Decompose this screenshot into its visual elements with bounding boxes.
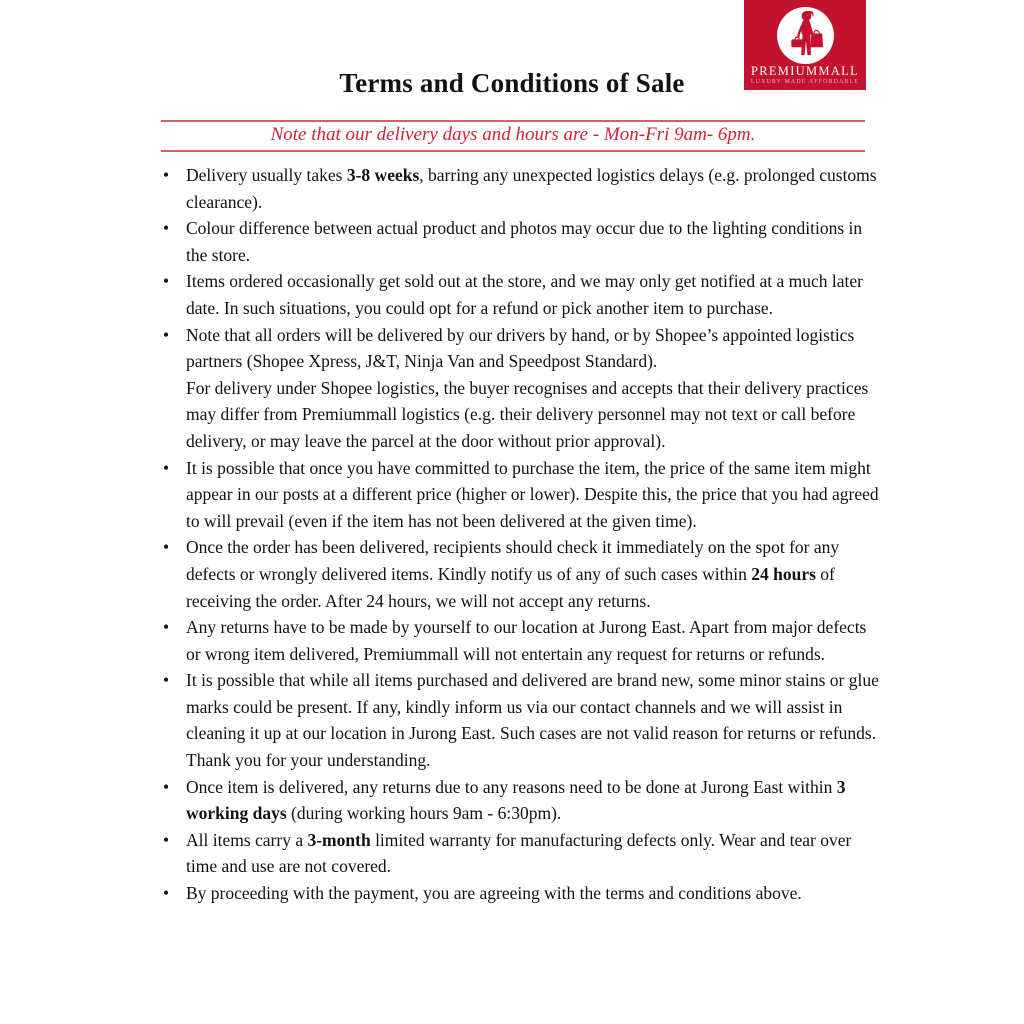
term-text: By proceeding with the payment, you are agreeing with the terms and conditions above. [186,883,802,904]
term-item [160,322,882,455]
brand-tagline: LUXURY MADE AFFORDABLE [750,79,860,85]
term-text: , barring any unexpected logistics delays (e.g. prolonged customs clearance). [186,165,877,212]
term-item [160,534,882,614]
term-text-bold: 3 working days [186,776,846,824]
term-item [160,268,882,321]
term-item [160,215,882,268]
term-text: Once the order has been delivered, recipients should check it immediately on the spot for any defects or wrongly delivered items. Kindly notify us of any of such cases within [186,537,840,584]
term-text: of receiving the order. After 24 hours, we will not accept any returns. [186,563,835,611]
term-item [160,162,882,215]
term-text-bold: 24 hours [751,563,816,584]
term-text: limited warranty for manufacturing defects only. Wear and tear over time and use are not covered. [186,829,852,877]
term-text: Colour difference between actual product and photos may occur due to the lighting conditions in the store. [186,218,863,265]
term-text: Once item is delivered, any returns due to any reasons need to be done at Jurong East within [186,776,837,797]
term-text: Any returns have to be made by yourself to our location at Jurong East. Apart from major defects or wrong item delivered, Premiummall will not entertain any request for returns or refunds. [186,617,867,664]
term-text-bold: 3-8 weeks [346,165,420,185]
brand-name: PREMIUMMALL [750,64,860,78]
term-text: Items ordered occasionally get sold out at the store, and we may only get notified at a much later date. In such situations, you could opt for a refund or pick another item to purchase. [186,271,863,318]
term-text: Note that all orders will be delivered by our drivers by hand, or by Shopee’s appointed logistics partners (Shopee Xpress, J&T, Ninja Van and Speedpost Standard). [186,324,855,372]
term-item [160,827,882,880]
term-text: Delivery usually takes [186,165,347,185]
term-item [160,774,882,827]
note-rule-bottom [161,150,865,152]
delivery-note: Note that our delivery days and hours are - Mon-Fri 9am- 6pm. [270,124,756,145]
term-text: For delivery under Shopee logistics, the buyer recognises and accepts that their delivery practices may differ from Premiummall logistics (e.g. their delivery personnel may not text or call before delivery, or may leave the parcel at the door without prior approval). [186,377,869,451]
term-item [160,455,882,535]
shopper-silhouette-icon [781,9,830,62]
logo-circle [777,7,834,64]
terms-list [160,162,882,907]
term-item [160,614,882,667]
term-item [160,667,882,773]
note-rule-top [161,120,865,122]
term-item [160,880,882,907]
term-text: All items carry a [186,829,308,850]
term-text: It is possible that once you have committed to purchase the item, the price of the same item might appear in our posts at a different price (higher or lower). Despite this, the price that you had agreed to will prevail (even if the item has not been delivered at the given time). [186,457,879,531]
term-text: (during working hours 9am - 6:30pm). [286,803,562,824]
term-text-bold: 3-month [307,829,371,850]
page-title: Terms and Conditions of Sale [339,68,685,98]
term-text: It is possible that while all items purchased and delivered are brand new, some minor stains or glue marks could be present. If any, kindly inform us via our contact channels and we will assist in cleaning it up at our location in Jurong East. Such cases are not valid reason for returns or refunds. Thank you for your understanding. [186,670,879,771]
